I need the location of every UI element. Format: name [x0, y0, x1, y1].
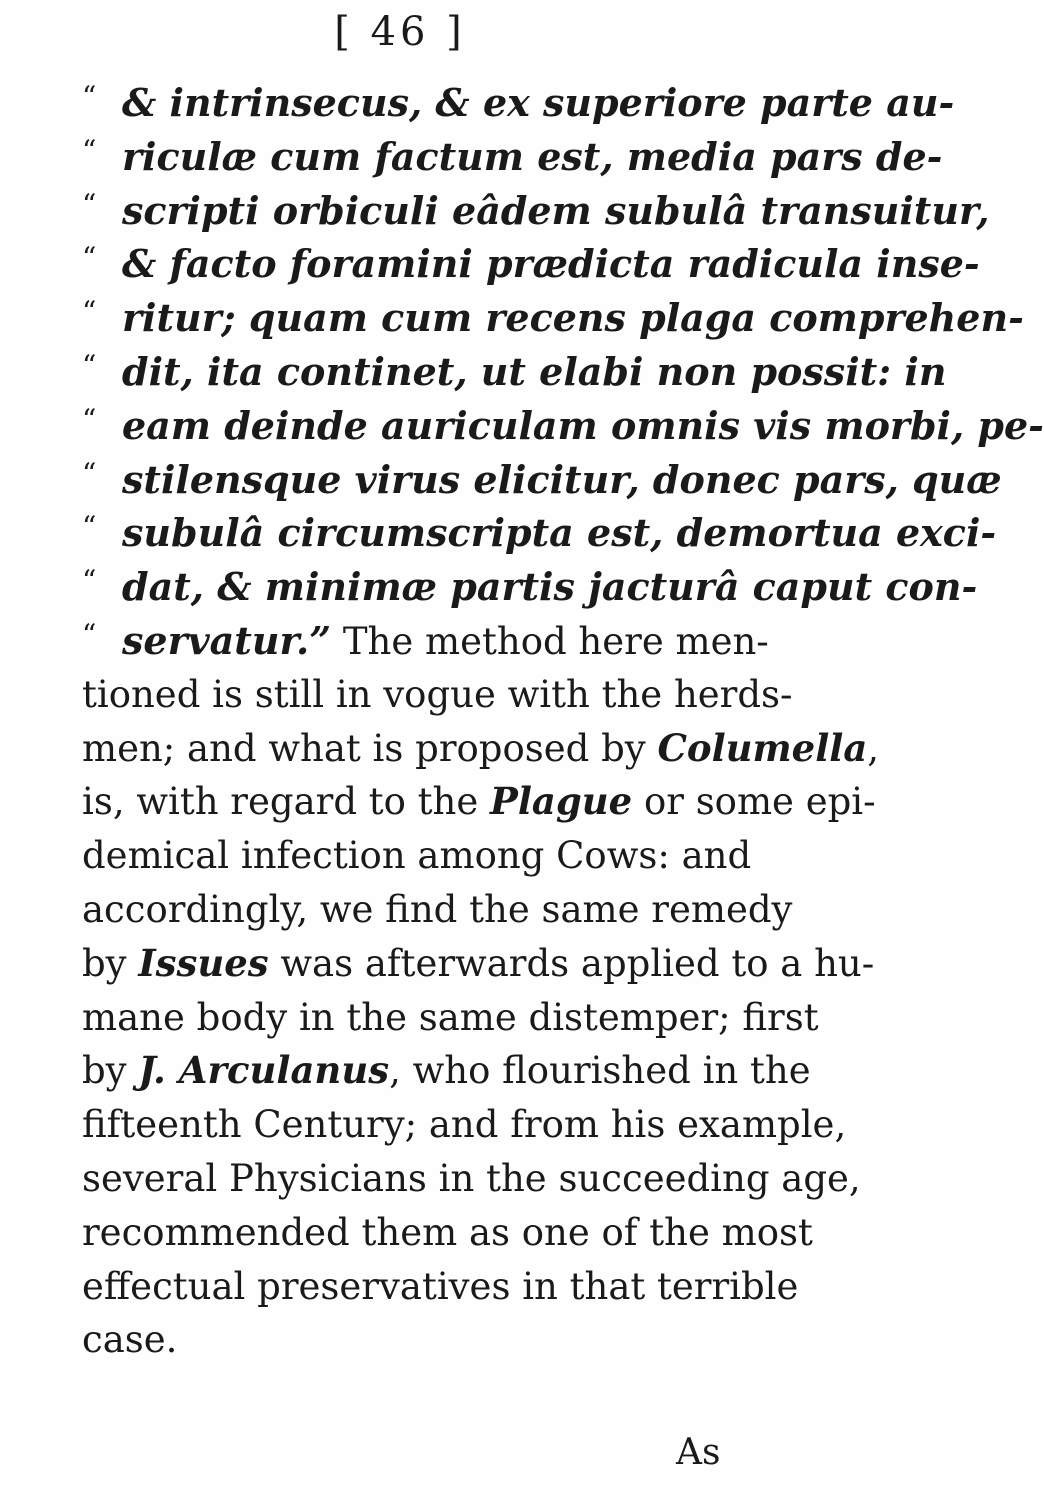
line-italic: Issues [138, 940, 269, 985]
prose-line [82, 722, 880, 776]
quoted-line [82, 399, 1044, 453]
line-text: scripti orbiculi eâdem subulâ transuitur, [122, 187, 990, 233]
line-text: is, with regard to the [82, 780, 491, 824]
prose-line: accordingly, we find the same remedy [82, 887, 793, 931]
quote-mark: “ [82, 564, 97, 598]
quoted-line [82, 453, 1002, 507]
line-text: eam deinde auriculam omnis vis morbi, pe- [122, 402, 1044, 448]
line-italic: servatur.” [122, 617, 332, 663]
line-text: dat, & minimæ partis jacturâ caput con- [122, 564, 978, 610]
line-text: , [867, 726, 880, 770]
body-text [82, 76, 1044, 1367]
quote-mark: “ [82, 80, 97, 113]
line-text: & facto foramini prædicta radicula inse- [122, 241, 980, 287]
line-text: was afterwards applied to a hu- [268, 941, 875, 985]
line-text: or some epi- [632, 780, 876, 824]
prose-line [82, 1044, 811, 1098]
prose-line: recommended them as one of the most [82, 1210, 813, 1254]
quote-mark: “ [82, 456, 97, 490]
prose-line [82, 937, 875, 991]
line-text: by [82, 1049, 139, 1093]
line-italic: Plague [490, 779, 633, 824]
quote-mark: “ [82, 133, 97, 167]
line-text: by [82, 941, 139, 985]
prose-line: effectual preservatives in that terrible [82, 1264, 799, 1308]
line-italic: Columella [657, 725, 868, 770]
line-text: , who flourished in the [389, 1049, 811, 1093]
line-text: riculæ cum factum est, media pars de- [122, 133, 943, 179]
quote-mark: “ [82, 510, 97, 544]
quote-mark: “ [82, 402, 97, 436]
quote-mark: “ [82, 617, 97, 651]
quoted-line [82, 184, 990, 238]
quoted-line [82, 345, 947, 399]
quote-mark: “ [82, 348, 97, 382]
prose-line: case. [82, 1318, 178, 1362]
prose-line [82, 775, 876, 829]
line-text: subulâ circumscripta est, demortua exci- [122, 510, 997, 556]
quote-mark: “ [82, 187, 97, 221]
quoted-line [82, 237, 980, 291]
quoted-line [82, 506, 997, 560]
quoted-line [82, 130, 943, 184]
catchword: As [676, 1432, 721, 1473]
page-number: [ 46 ] [334, 9, 466, 55]
prose-line: demical infection among Cows: and [82, 834, 752, 878]
prose-line: mane body in the same distemper; first [82, 995, 819, 1039]
line-italic: J. Arculanus [138, 1048, 390, 1093]
quoted-line [82, 291, 1024, 345]
quoted-line-end [82, 614, 772, 668]
line-text: dit, ita continet, ut elabi non possit: in [122, 348, 947, 394]
prose-line: fifteenth Century; and from his example, [82, 1103, 847, 1147]
line-text: & intrinsecus, & ex superiore parte au- [122, 80, 955, 125]
quoted-line [82, 560, 978, 614]
quoted-line [82, 76, 955, 130]
line-text: stilensque virus elicitur, donec pars, quæ [122, 456, 1002, 502]
line-text: ritur; quam cum recens plaga comprehen- [122, 295, 1024, 341]
prose-line: several Physicians in the succeeding age, [82, 1156, 861, 1200]
line-text: men; and what is proposed by [82, 726, 658, 770]
quote-mark: “ [82, 241, 97, 275]
quote-mark: “ [82, 295, 97, 329]
prose-line: tioned is still in vogue with the herds- [82, 672, 793, 716]
line-text: The method here men- [331, 619, 769, 663]
